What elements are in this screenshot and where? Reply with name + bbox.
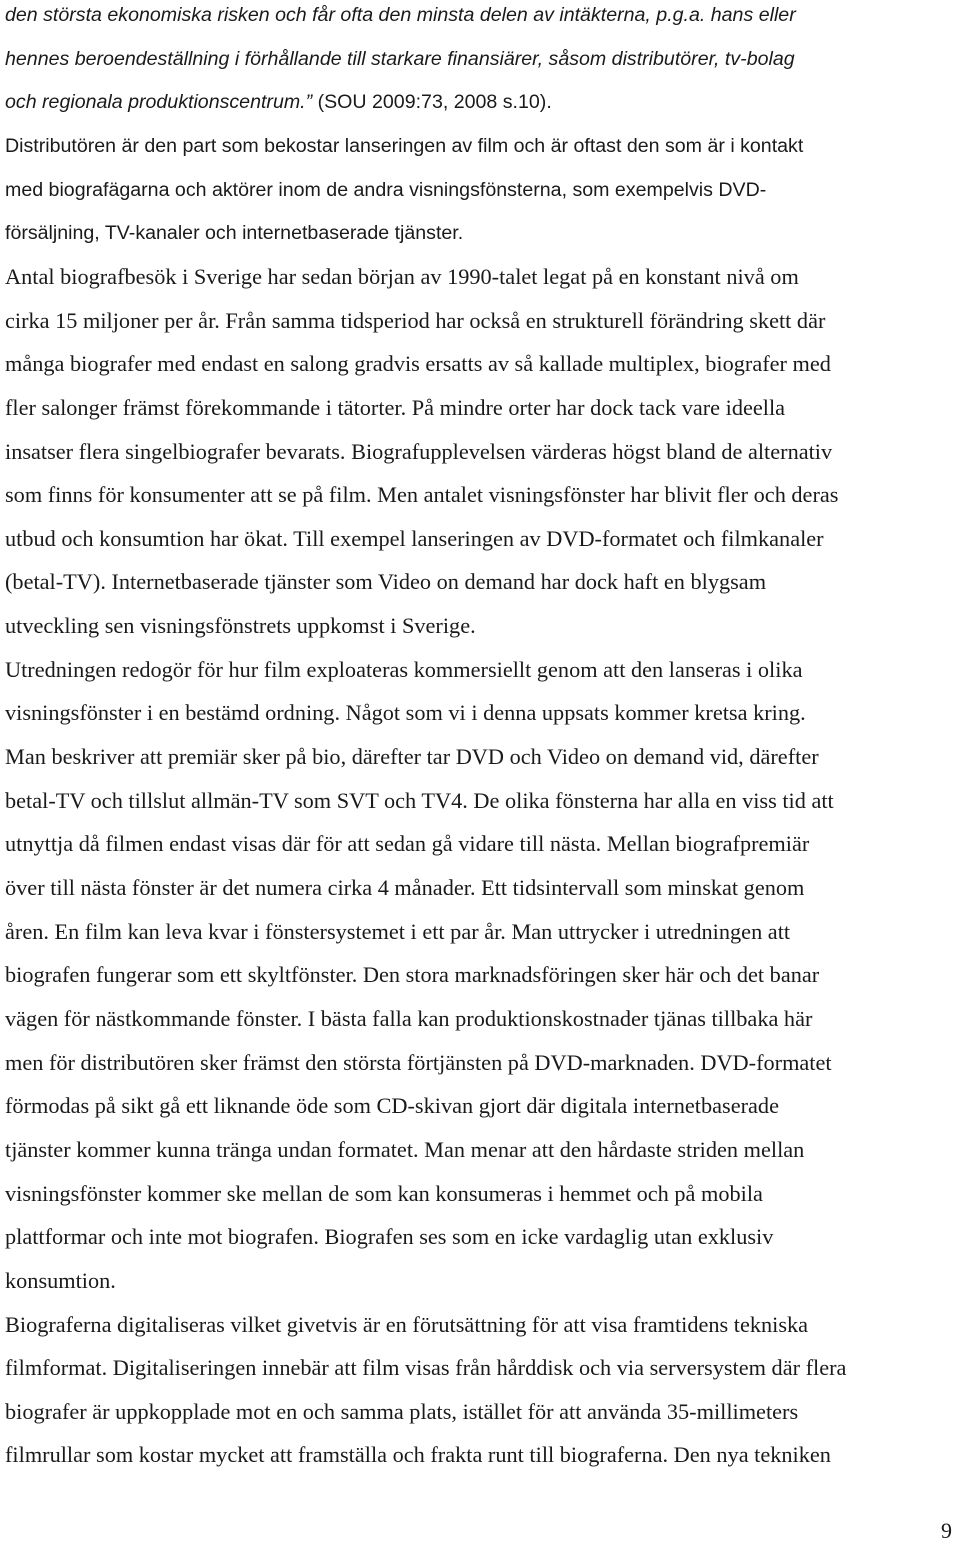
text-line [5,567,960,597]
text-line [5,917,960,947]
text-segment: utveckling sen visningsfönstrets uppkomst i Sverige. [5,613,476,639]
text-line [5,611,960,641]
text-segment: Antal biografbesök i Sverige har sedan början av 1990-talet legat på en konstant nivå om [5,263,799,289]
text-segment: utnyttja då filmen endast visas där för att sedan gå vidare till nästa. Mellan biografpremiär [5,831,810,857]
text-line [5,1353,960,1383]
text-segment: filmrullar som kostar mycket att framställa och frakta runt till biograferna. Den nya tekniken [5,1442,831,1468]
text-line [5,306,960,336]
text-line [5,524,960,554]
text-segment: (SOU 2009:73, 2008 s.10). [312,91,552,114]
text-segment: och regionala produktionscentrum.” [5,91,313,114]
text-segment: Utredningen redogör för hur film exploateras kommersiellt genom att den lanseras i olika [5,656,803,682]
text-segment: fler salonger främst förekommande i tätorter. På mindre orter har dock tack vare ideella [5,394,786,420]
text-line [5,393,960,423]
text-segment: cirka 15 miljoner per år. Från samma tidsperiod har också en strukturell förändring skett där [5,307,826,333]
text-segment: förmodas på sikt gå ett liknande öde som CD-skivan gjort där digitala internetbaserade [5,1093,779,1119]
text-line [5,1048,960,1078]
text-segment: hennes beroendeställning i förhållande till starkare finansiärer, såsom distributörer, tv-bolag [5,47,795,70]
text-segment: utbud och konsumtion har ökat. Till exempel lanseringen av DVD-formatet och filmkanaler [5,525,824,551]
text-segment: biografen fungerar som ett skyltfönster. Den stora marknadsföringen sker här och det banar [5,962,820,988]
text-segment: med biografägarna och aktörer inom de andra visningsfönsterna, som exempelvis DVD- [5,178,767,201]
text-segment: visningsfönster i en bestämd ordning. Något som vi i denna uppsats kommer kretsa kring. [5,700,806,726]
text-line [5,1135,960,1165]
text-segment: betal-TV och tillslut allmän-TV som SVT och TV4. De olika fönsterna har alla en viss tid att [5,787,834,813]
text-segment: Biograferna digitaliseras vilket givetvis är en förutsättning för att visa framtidens tekniska [5,1311,809,1337]
page-number: 9 [941,1518,952,1543]
text-line [5,1222,960,1252]
text-segment: visningsfönster kommer ske mellan de som kan konsumeras i hemmet och på mobila [5,1180,763,1206]
text-line [5,1004,960,1034]
text-segment: som finns för konsumenter att se på film. Men antalet visningsfönster har blivit fler och deras [5,482,839,508]
text-line [5,655,960,685]
text-line [5,786,960,816]
text-segment: Distributören är den part som bekostar lanseringen av film och är oftast den som är i kontakt [5,134,804,157]
text-line [5,1266,960,1296]
text-segment: (betal-TV). Internetbaserade tjänster som Video on demand har dock haft en blygsam [5,569,767,595]
text-segment: åren. En film kan leva kvar i fönstersystemet i ett par år. Man uttrycker i utredningen att [5,918,791,944]
text-segment: många biografer med endast en salong gradvis ersatts av så kallade multiplex, biografer med [5,351,831,377]
text-line [5,131,960,161]
text-line [5,829,960,859]
text-segment: filmformat. Digitaliseringen innebär att film visas från hårddisk och via serversystem där flera [5,1355,847,1381]
text-line [5,44,960,74]
text-segment: försäljning, TV-kanaler och internetbaserade tjänster. [5,222,464,245]
text-line [5,262,960,292]
text-line [5,1397,960,1427]
text-line [5,960,960,990]
text-line [5,87,960,117]
text-segment: biografer är uppkopplade mot en och samma plats, istället för att använda 35-millimeters [5,1398,799,1424]
text-line [5,1179,960,1209]
text-line [5,698,960,728]
text-line [5,742,960,772]
text-line [5,1310,960,1340]
text-segment: insatser flera singelbiografer bevarats. Biografupplevelsen värderas högst bland de alternativ [5,438,833,464]
text-segment: tjänster kommer kunna tränga undan formatet. Man menar att den hårdaste striden mellan [5,1136,805,1162]
text-line [5,349,960,379]
text-line [5,1091,960,1121]
text-segment: men för distributören sker främst den största förtjänsten på DVD-marknaden. DVD-formatet [5,1049,832,1075]
text-segment: över till nästa fönster är det numera cirka 4 månader. Ett tidsintervall som minskat genom [5,875,805,900]
text-segment: vägen för nästkommande fönster. I bästa falla kan produktionskostnader tjänas tillbaka här [5,1005,813,1031]
text-segment: plattformar och inte mot biografen. Biografen ses som en icke vardaglig utan exklusiv [5,1224,774,1250]
text-segment: Man beskriver att premiär sker på bio, därefter tar DVD och Video on demand vid, därefter [5,744,819,770]
text-line [5,218,960,248]
text-segment: den största ekonomiska risken och får ofta den minsta delen av intäkterna, p.g.a. hans eller [5,4,796,26]
text-line [5,437,960,467]
text-segment: konsumtion. [5,1267,116,1293]
text-line [5,0,960,30]
text-line [5,175,960,205]
text-line [5,1440,960,1470]
text-line [5,873,960,903]
text-line [5,480,960,510]
